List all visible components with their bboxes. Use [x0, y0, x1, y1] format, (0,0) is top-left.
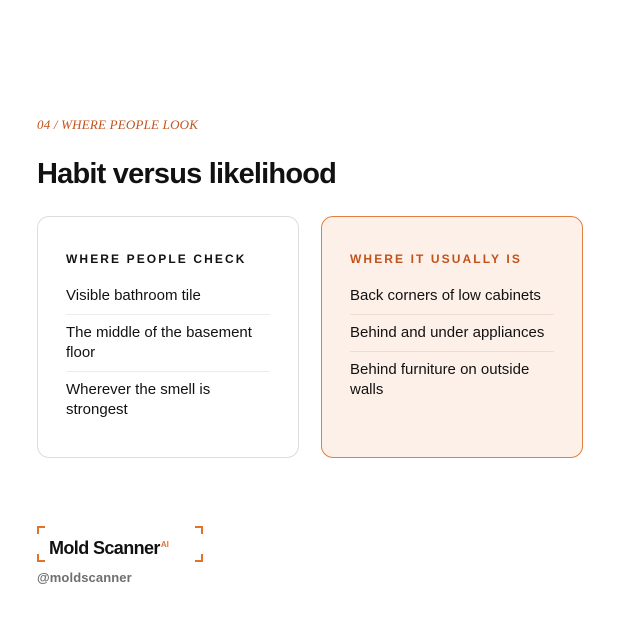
- brand-ai-badge: AI: [160, 540, 169, 549]
- brand-logo: [37, 526, 203, 562]
- card-heading: WHERE PEOPLE CHECK: [66, 252, 247, 266]
- brand-name: Mold Scanner: [49, 538, 160, 558]
- logo-corner-bracket: [37, 554, 45, 562]
- logo-corner-bracket: [195, 526, 203, 534]
- list-item: Wherever the smell is strongest: [66, 381, 211, 418]
- list-item: The middle of the basement floor: [66, 315, 270, 372]
- page-title: Habit versus likelihood: [37, 158, 337, 190]
- list-item: Visible bathroom tile: [66, 278, 270, 315]
- list-item: Behind and under appliances: [350, 315, 554, 352]
- list-item: Behind furniture on outside walls: [350, 361, 530, 398]
- social-handle: @moldscanner: [37, 570, 132, 585]
- logo-corner-bracket: [195, 554, 203, 562]
- section-kicker: 04 / WHERE PEOPLE LOOK: [37, 117, 199, 132]
- where-people-check-card: [37, 216, 299, 458]
- logo-wordmark: [49, 534, 169, 559]
- card-heading: WHERE IT USUALLY IS: [350, 252, 522, 266]
- logo-corner-bracket: [37, 526, 45, 534]
- where-it-usually-is-card: [321, 216, 583, 458]
- list-item: Back corners of low cabinets: [350, 278, 554, 315]
